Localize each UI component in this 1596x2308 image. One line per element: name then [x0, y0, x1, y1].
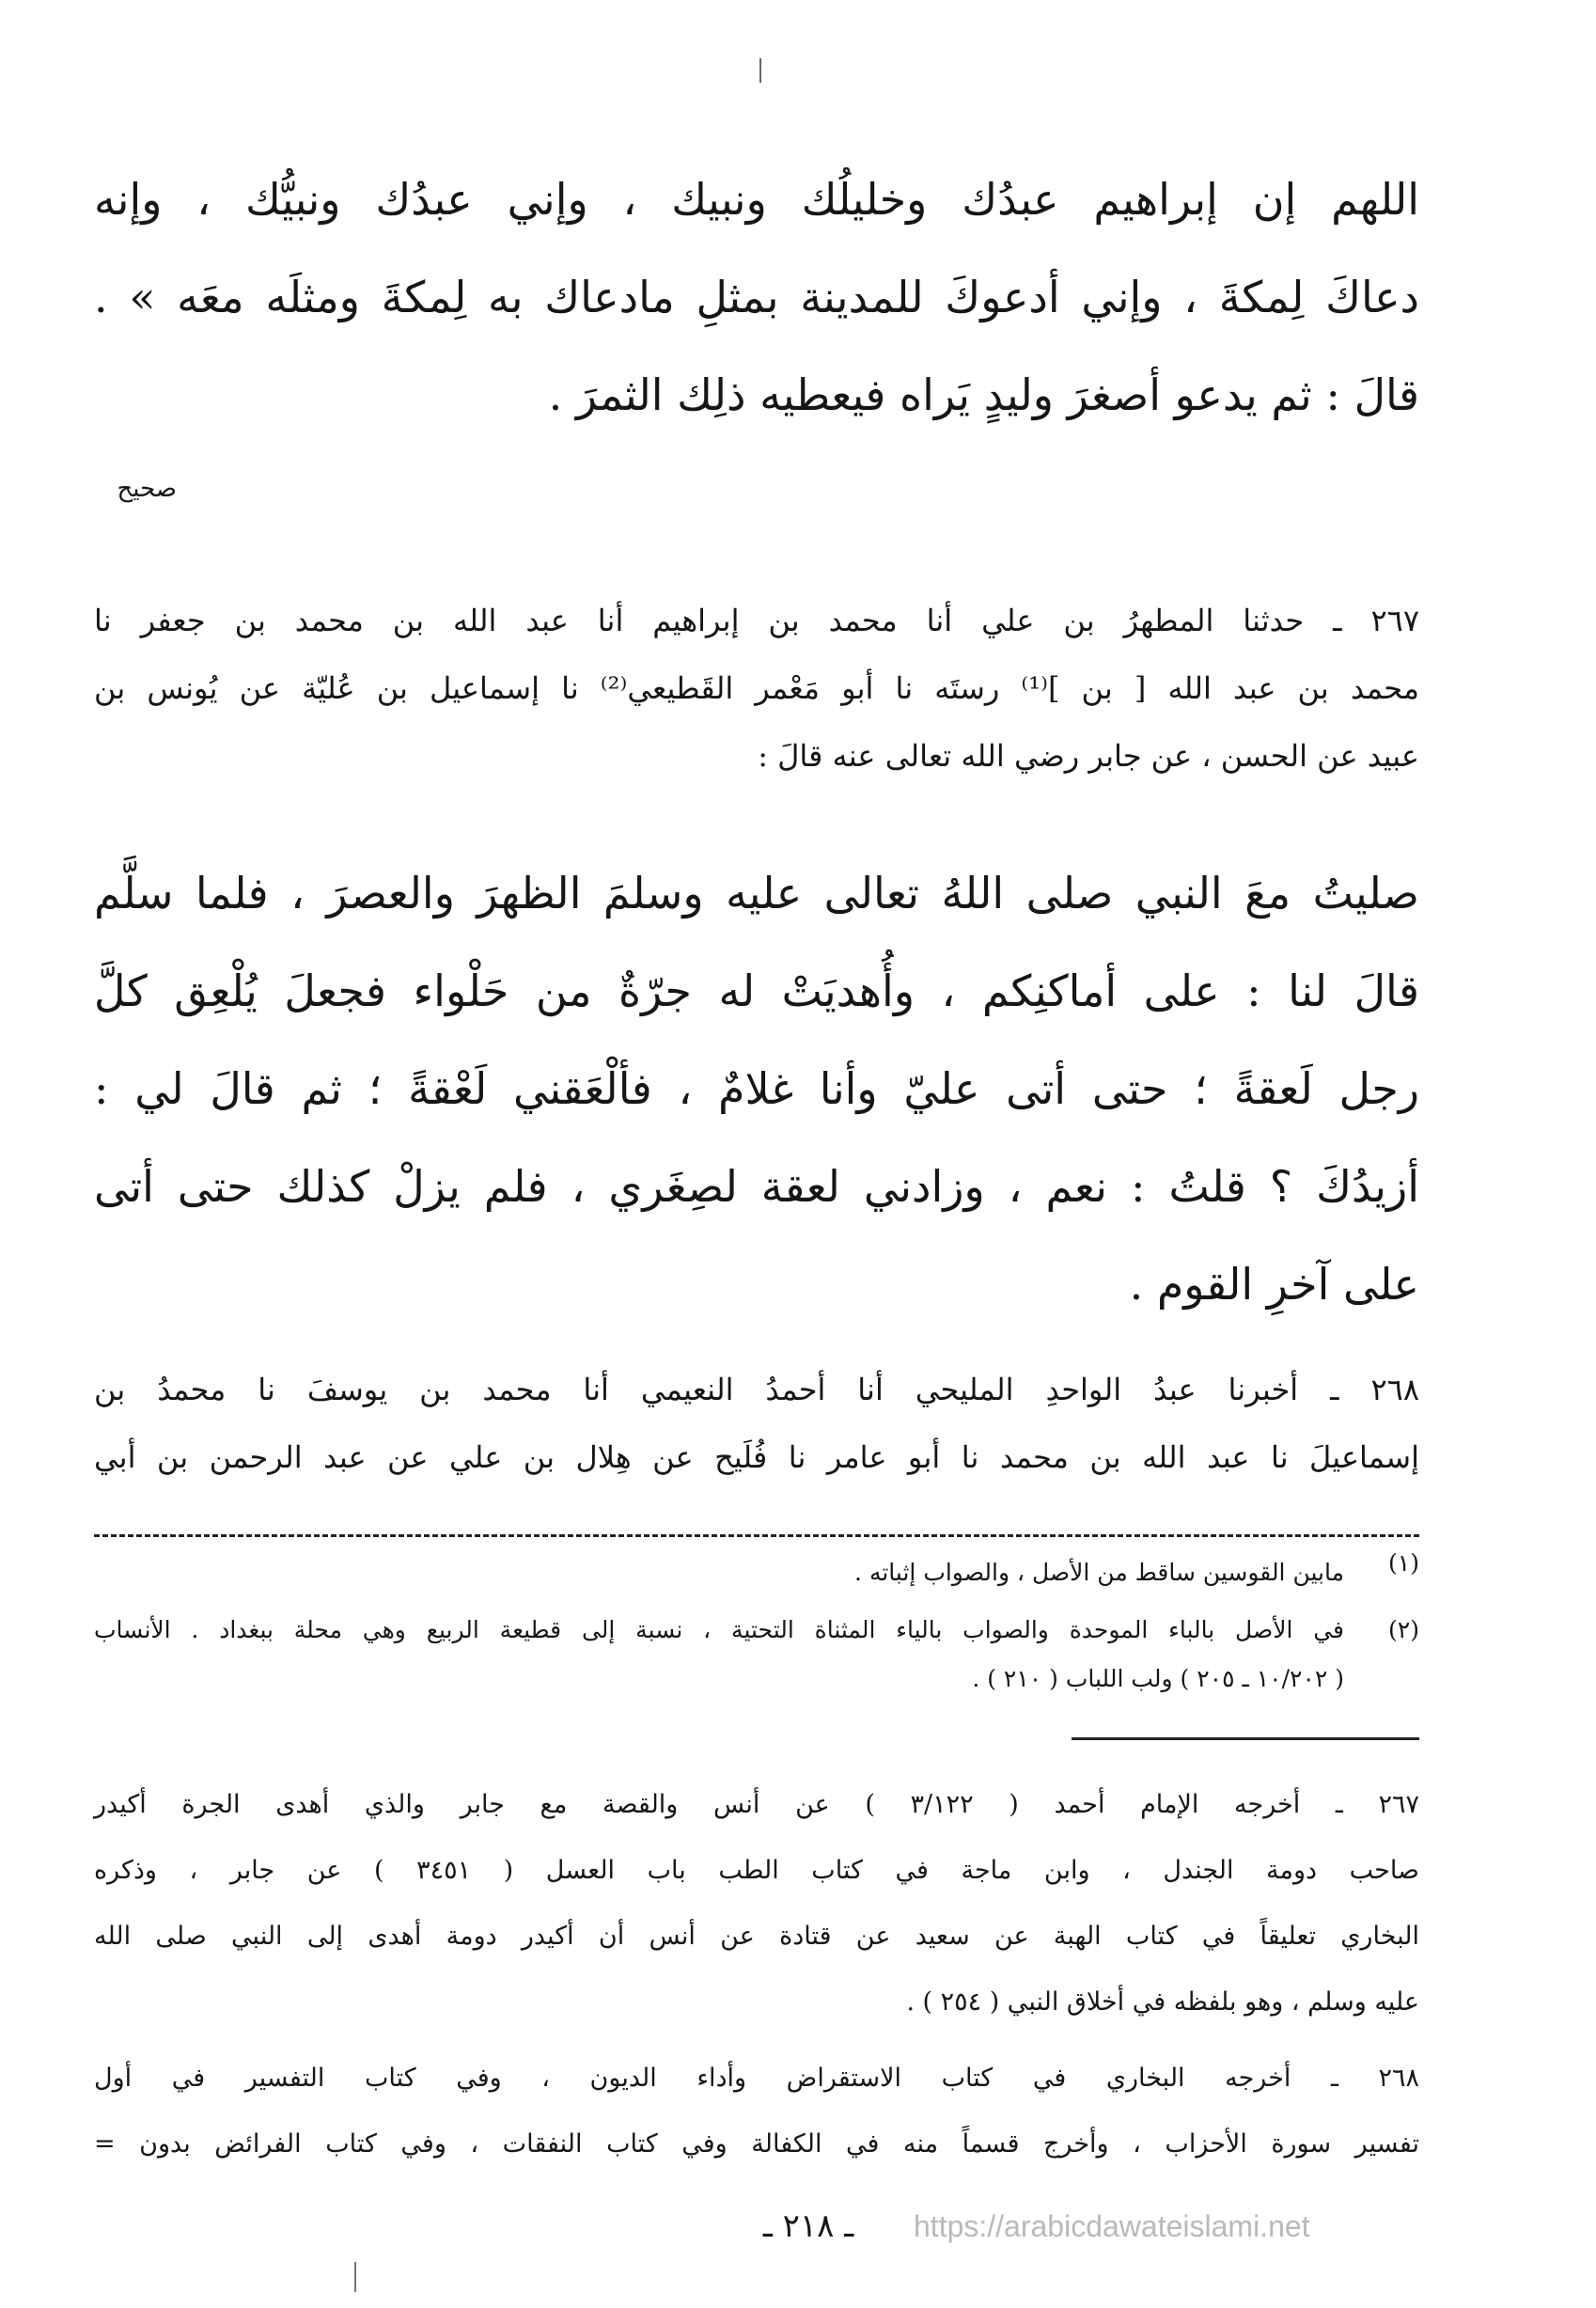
text-line: رجل لَعقةً ؛ حتى أتى عليّ وأنا غلامٌ ، فألْعَقني لَعْقةً ؛ ثم قالَ لي : — [94, 1063, 1419, 1114]
text-line: قالَ : ثم يدعو أصغرَ وليدٍ يَراه فيعطيه ذلِك الثمرَ . — [548, 369, 1419, 420]
text-line: عليه وسلم ، وهو بلفظه في أخلاق النبي ( ٢٥٤ ) . — [906, 1987, 1419, 2017]
text-line: محمد بن عبد الله [ بن ]⁽¹⁾ رستَه نا أبو مَعْمر القَطيعي⁽²⁾ نا إسماعيل بن عُليّة عن يُونس بن — [94, 670, 1420, 706]
isnad-268 — [94, 1356, 1419, 1491]
footnote-number: (٢) — [1388, 1616, 1419, 1643]
text-line: ٢٦٨ ـ أخرجه البخاري في كتاب الاستقراض وأداء الديون ، وفي كتاب التفسير في أول — [94, 2064, 1419, 2093]
footnote-1 — [94, 1549, 1419, 1596]
footnote-text — [94, 1606, 1344, 1704]
text-line: عبيد عن الحسن ، عن جابر رضي الله تعالى عنه قالَ : — [758, 738, 1419, 774]
text-line: ( ١٠/٢٠٢ ـ ٢٠٥ ) ولب اللباب ( ٢١٠ ) . — [972, 1665, 1344, 1692]
text-line: دعاكَ لِمكةَ ، وإني أدعوكَ للمدينة بمثلِ مادعاك به لِمكةَ ومثلَه معَه » . — [94, 272, 1419, 322]
page-number: ـ ٢١٨ ـ — [762, 2207, 854, 2245]
text-line: ٢٦٧ ـ أخرجه الإمام أحمد ( ٣/١٢٢ ) عن أنس والقصة مع جابر والذي أهدى الجرة أكيدر — [94, 1790, 1419, 1819]
text-line: ٢٦٧ ـ حدثنا المطهرُ بن علي أنا محمد بن إبراهيم أنا عبد الله بن محمد بن جعفر نا — [94, 603, 1420, 638]
isnad-267 — [94, 587, 1419, 790]
text-line: صاحب دومة الجندل ، وابن ماجة في كتاب الطب باب العسل ( ٣٤٥١ ) عن جابر ، وذكره — [94, 1856, 1419, 1885]
footnote-number: (١) — [1388, 1549, 1419, 1577]
takhrij-268 — [94, 2046, 1419, 2177]
footnote-text: مابين القوسين ساقط من الأصل ، والصواب إثباته . — [854, 1559, 1344, 1586]
hadith-grade: صحيح — [117, 475, 177, 503]
text-line: اللهم إن إبراهيم عبدُك وخليلُك ونبيك ، وإني عبدُك ونبيُّك ، وإنه — [94, 174, 1419, 225]
text-line: على آخرِ القوم . — [1129, 1259, 1419, 1310]
text-line: في الأصل بالباء الموحدة والصواب بالياء المثناة التحتية ، نسبة إلى قطيعة الربيع وهي محلة ببغداد . الأنساب — [94, 1616, 1344, 1643]
text-line: البخاري تعليقاً في كتاب الهبة عن سعيد عن قتادة عن أنس أن أكيدر دومة أهدى إلى النبي صلى الله — [94, 1922, 1419, 1951]
separator-rule — [1072, 1737, 1419, 1740]
text-line: تفسير سورة الأحزاب ، وأخرج قسماً منه في الكفالة وفي كتاب النفقات ، وفي كتاب الفرائض بدون = — [94, 2129, 1419, 2159]
text-line: ٢٦٨ ـ أخبرنا عبدُ الواحدِ المليحي أنا أحمدُ النعيمي أنا محمد بن يوسفَ نا محمدُ بن — [94, 1372, 1419, 1407]
takhrij-267 — [94, 1772, 1419, 2035]
text-line: إسماعيلَ نا عبد الله بن محمد نا أبو عامر نا فُلَيح عن هِلال بن علي عن عبد الرحمن بن أبي — [94, 1439, 1419, 1475]
text-line: قالَ لنا : على أماكنِكم ، وأُهديَتْ له جرّةٌ من حَلْواء فجعلَ يُلْعِق كلَّ — [94, 966, 1419, 1016]
watermark-url: https://arabicdawateislami.net — [914, 2209, 1310, 2243]
text-line: أزيدُكَ ؟ قلتُ : نعم ، وزادني لعقة لصِغَري ، فلم يزلْ كذلك حتى أتى — [94, 1161, 1419, 1212]
scan-mark — [354, 2262, 356, 2292]
scan-mark — [759, 58, 761, 83]
intro-text — [94, 150, 1419, 444]
matn-267 — [94, 844, 1419, 1333]
text-line: صليتُ معَ النبي صلى اللهُ تعالى عليه وسلمَ الظهرَ والعصرَ ، فلما سلَّم — [94, 868, 1419, 918]
dashed-separator — [94, 1534, 1419, 1537]
footnote-2 — [94, 1606, 1419, 1709]
